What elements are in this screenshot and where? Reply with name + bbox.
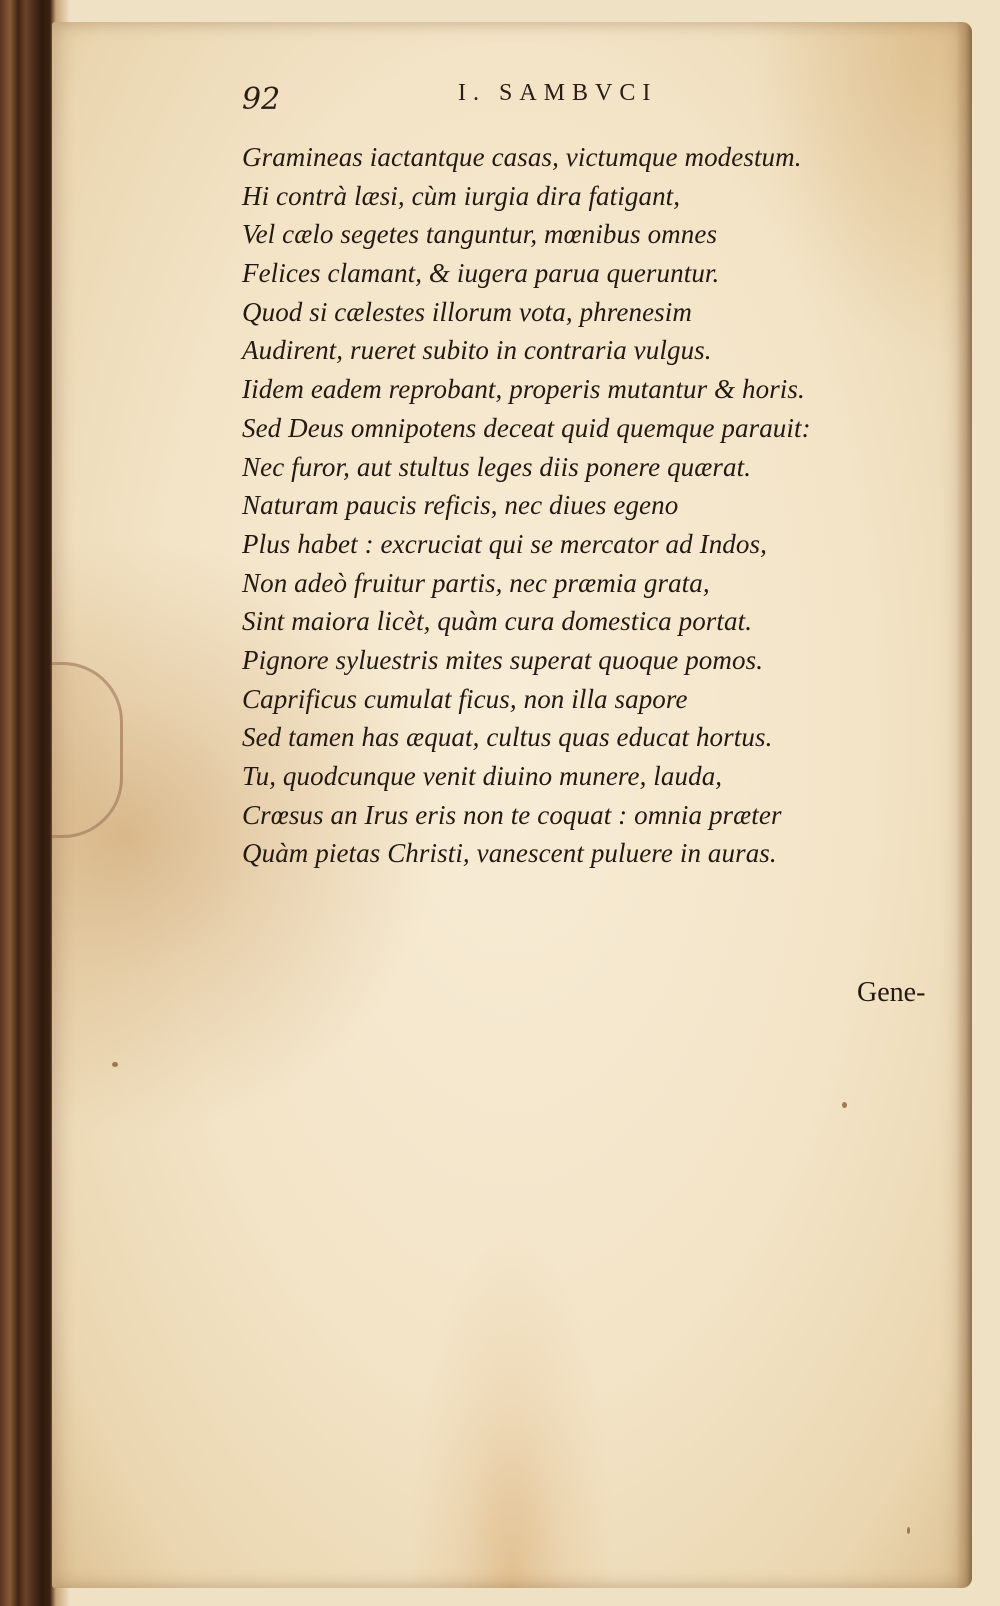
- verse-line: Quàm pietas Christi, vanescent puluere in auras.: [242, 838, 777, 869]
- foxing-stain: [112, 1062, 118, 1067]
- verse-line: Plus habet : excruciat qui se mercator ad Indos,: [242, 528, 767, 559]
- verse-line: Sed tamen has æquat, cultus quas educat hortus.: [242, 722, 773, 753]
- running-head: I. SAMBVCI: [458, 80, 658, 106]
- verse-line: Caprificus cumulat ficus, non illa sapore: [242, 683, 688, 714]
- book-page: [52, 22, 972, 1588]
- poem-verses: [242, 138, 932, 873]
- verse-line: Gramineas iactantque casas, victumque modestum.: [242, 142, 802, 172]
- verse-line: Sed Deus omnipotens deceat quid quemque parauit:: [242, 412, 811, 443]
- verse-line: Audirent, rueret subito in contraria vulgus.: [242, 335, 712, 366]
- verse-line: Pignore syluestris mites superat quoque pomos.: [242, 644, 764, 675]
- page-header: [52, 76, 972, 116]
- page-edge-shadow: [956, 22, 972, 1588]
- page-number: 92: [242, 82, 281, 117]
- verse-line: Tu, quodcunque venit diuino munere, lauda,: [242, 761, 723, 791]
- clasp-strap: [52, 662, 123, 838]
- foxing-stain: [907, 1527, 910, 1534]
- verse-line: Crœsus an Irus eris non te coquat : omnia præter: [242, 799, 782, 830]
- verse-line: Quod si cælestes illorum vota, phrenesim: [242, 296, 692, 327]
- verse-line: Hi contrà læsi, cùm iurgia dira fatigant,: [242, 180, 681, 211]
- verse-line: Naturam paucis reficis, nec diues egeno: [242, 490, 679, 521]
- verse-line: Nec furor, aut stultus leges diis ponere quærat.: [242, 451, 752, 482]
- verse-line: Iidem eadem reprobant, properis mutantur & horis.: [242, 374, 805, 405]
- verse-line: Sint maiora licèt, quàm cura domestica portat.: [242, 606, 753, 637]
- verse-line: Vel cælo segetes tanguntur, mœnibus omnes: [242, 219, 718, 250]
- verse-line: Felices clamant, & iugera parua queruntur.: [242, 258, 720, 289]
- verse-line: Non adeò fruitur partis, nec præmia grata,: [242, 567, 710, 598]
- foxing-stain: [842, 1102, 847, 1108]
- catchword: Gene-: [857, 977, 926, 1008]
